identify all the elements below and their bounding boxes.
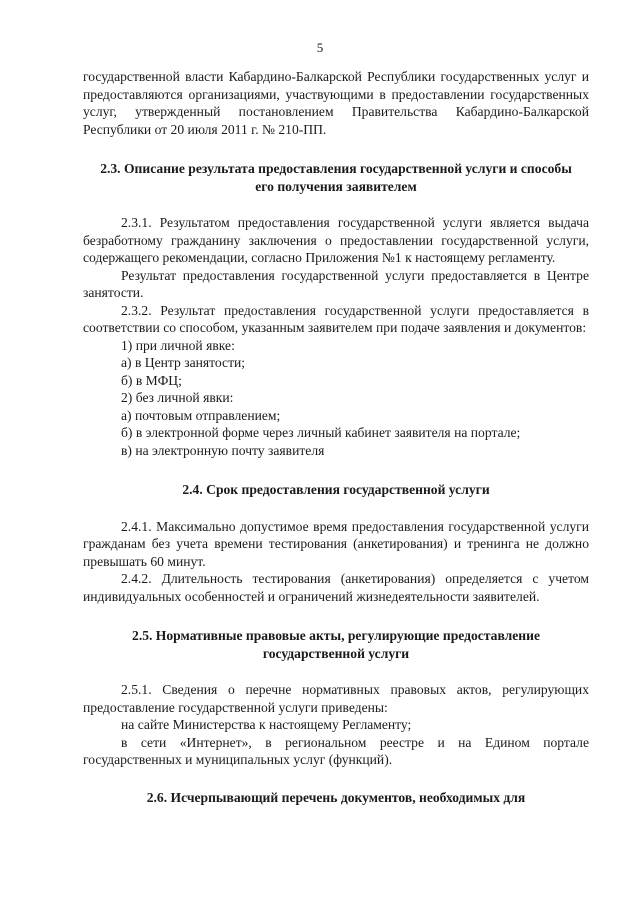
list-item: в) на электронную почту заявителя <box>121 442 325 458</box>
section-2-3-paragraph-2: Результат предоставления государственной услуги предоставляется в Центре занятости. <box>83 267 589 300</box>
document-body <box>83 68 589 806</box>
section-2-5-title: 2.5. Нормативные правовые акты, регулирующие предоставление государственной услуги <box>132 628 540 661</box>
section-2-4-paragraph-1: 2.4.1. Максимально допустимое время предоставления государственной услуги гражданам без учета времени тестирования (анкетирования) и тренинга не должно превышать 60 минут. <box>83 518 589 569</box>
list-item: б) в МФЦ; <box>121 372 182 388</box>
list-item: а) почтовым отправлением; <box>121 407 281 423</box>
list-item: 1) при личной явке: <box>121 337 235 353</box>
list-item: б) в электронной форме через личный кабинет заявителя на портале; <box>121 425 521 440</box>
section-2-5-paragraph-2: на сайте Министерства к настоящему Регламенту; <box>121 717 412 732</box>
section-2-3-paragraph-1: 2.3.1. Результатом предоставления государственной услуги является выдача безработному гражданину заключения о предоставлении государственной услуги, содержащего рекомендации, согласно Приложения №1 к настоящему регламенту. <box>83 215 589 265</box>
list-item: а) в Центр занятости; <box>121 355 246 370</box>
list-item: 2) без личной явки: <box>121 390 234 405</box>
section-2-6-title: 2.6. Исчерпывающий перечень документов, необходимых для <box>146 789 526 805</box>
section-2-5-paragraph-1: 2.5.1. Сведения о перечне нормативных правовых актов, регулирующих предоставление государственной услуги приведены: <box>83 682 589 715</box>
section-2-5-paragraph-3: в сети «Интернет», в региональном реестре и на Едином портале государственных и муниципальных услуг (функций). <box>83 734 589 767</box>
section-2-3-paragraph-3: 2.3.2. Результат предоставления государственной услуги предоставляется в соответствии со способом, указанным заявителем при подаче заявления и документов: <box>83 302 589 335</box>
section-2-4-title: 2.4. Срок предоставления государственной услуги <box>182 482 490 497</box>
page-number: 5 <box>316 40 324 55</box>
intro-paragraph: государственной власти Кабардино-Балкарской Республики государственных услуг и предоставляются организациями, участвующими в предоставлении государственных услуг, утвержденный постановлением Правительства Кабардино-Балкарской Республики от 20 июля 2011 г. № 210-ПП. <box>83 69 589 137</box>
section-2-3-title: 2.3. Описание результата предоставления государственной услуги и способы его получения заявителем <box>100 161 572 194</box>
section-2-4-paragraph-2: 2.4.2. Длительность тестирования (анкетирования) определяется с учетом индивидуальных особенностей и ограничений жизнедеятельности заявителей. <box>83 571 589 604</box>
